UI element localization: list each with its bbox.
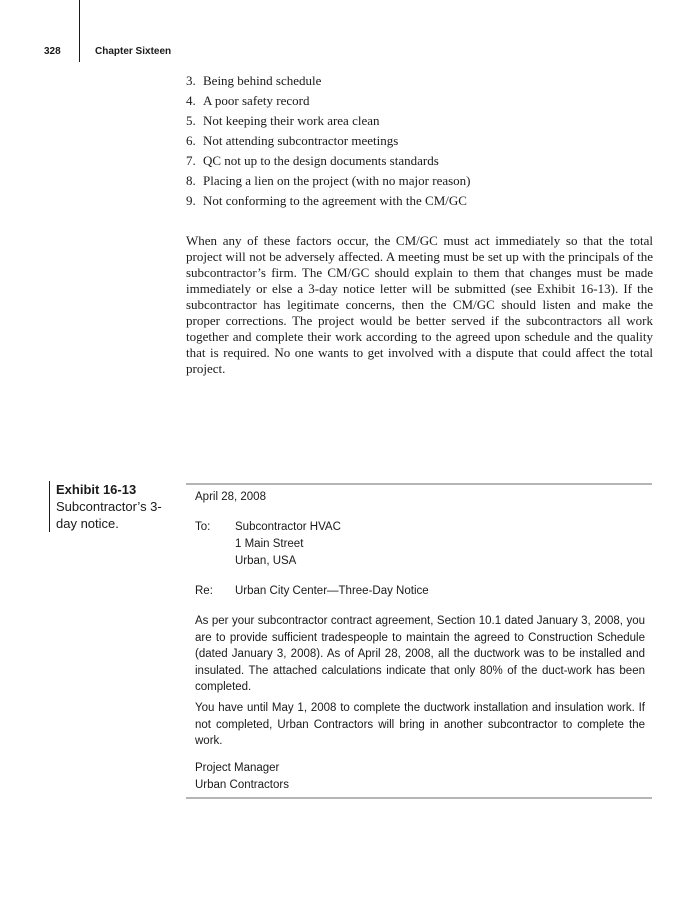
recipient-street: 1 Main Street — [235, 538, 304, 550]
letter-paragraph-1: As per your subcontractor contract agreement, Section 10.1 dated January 3, 2008, you are to provide sufficient tradespeople to maintain the agreed to Construction Schedule (dated January 3, 2008). As of April 28, 2008, all the ductwork was to be installed and insulated. The attached calculations indicate that only 80% of the duct-work has been completed. — [195, 615, 645, 693]
list-item: 5. Not keeping their work area clean — [186, 113, 380, 128]
numbered-list — [186, 71, 471, 211]
header-rule — [79, 0, 80, 62]
letter-re-label: Re: — [195, 585, 213, 597]
signature-company: Urban Contractors — [195, 779, 289, 791]
letter-date: April 28, 2008 — [195, 491, 266, 503]
page-number: 328 — [44, 46, 61, 57]
list-item: 9. Not conforming to the agreement with the CM/GC — [186, 193, 467, 208]
notice-letter — [186, 483, 652, 799]
recipient-city: Urban, USA — [235, 555, 297, 567]
exhibit-title: Exhibit 16-13 — [56, 482, 137, 497]
list-item: 6. Not attending subcontractor meetings — [186, 133, 399, 148]
list-item: 7. QC not up to the design documents standards — [186, 153, 439, 168]
exhibit-caption — [49, 481, 176, 532]
chapter-title: Chapter Sixteen — [95, 46, 172, 57]
letter-to-label: To: — [195, 521, 211, 533]
body-paragraph: When any of these factors occur, the CM/GC must act immediately so that the total project will not be adversely affected. A meeting must be set up with the principals of the subcontractor’s firm. The CM/GC should explain to them that changes must be made immediately or else a 3-day notice letter will be submitted (see Exhibit 16-13). If the subcontractor has legitimate concerns, then the CM/GC should listen and make the proper corrections. The project would be better served if the subcontractors all work together and complete their work according to the agreed upon schedule and the quality that is required. No one wants to get involved with a dispute that could affect the total project. — [186, 233, 653, 376]
list-item: 4. A poor safety record — [186, 93, 310, 108]
letter-subject: Urban City Center—Three-Day Notice — [235, 585, 429, 597]
list-item: 8. Placing a lien on the project (with no major reason) — [186, 173, 471, 188]
signature-title: Project Manager — [195, 762, 280, 774]
list-item: 3. Being behind schedule — [186, 73, 322, 88]
recipient-name: Subcontractor HVAC — [235, 521, 341, 533]
exhibit-description: Subcontractor’s 3-day notice. — [56, 499, 162, 531]
letter-paragraph-2: You have until May 1, 2008 to complete the ductwork installation and insulation work. If not completed, Urban Contractors will bring in another subcontractor to complete the work. — [195, 702, 645, 747]
